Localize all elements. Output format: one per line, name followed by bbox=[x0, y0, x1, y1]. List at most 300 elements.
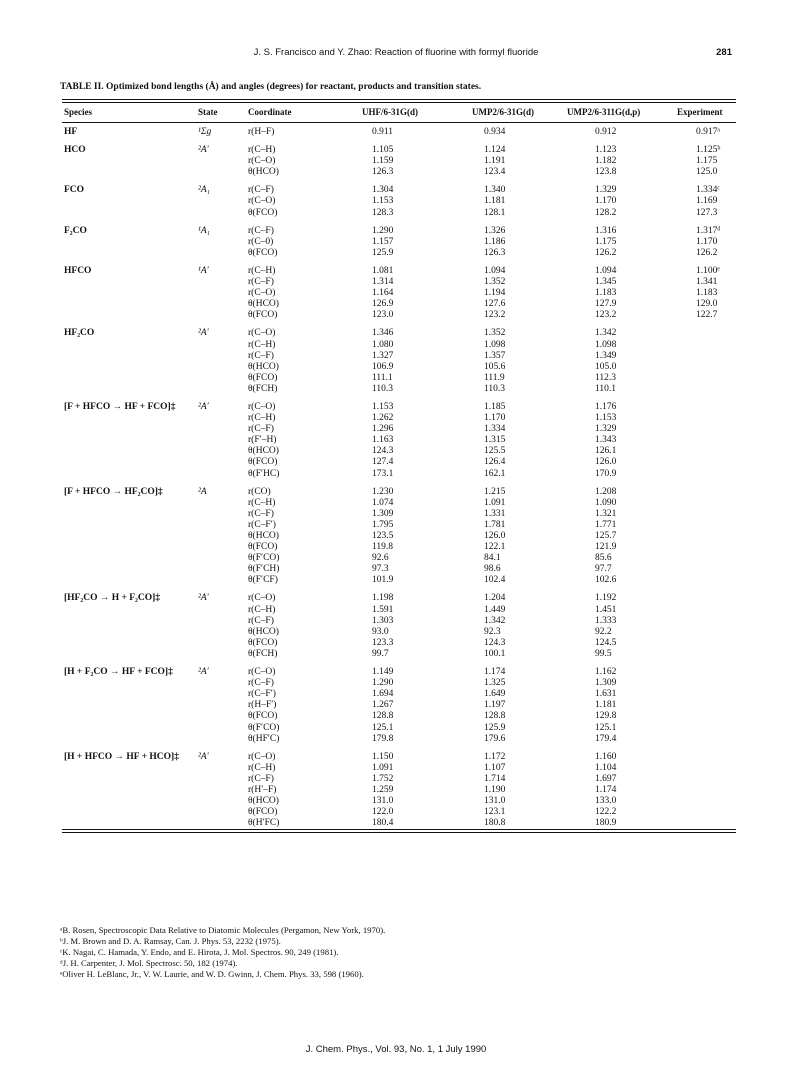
ump2-value-cell: 1.107 bbox=[484, 762, 506, 773]
table-row bbox=[62, 723, 736, 734]
ump2-311-value-cell: 179.4 bbox=[595, 733, 617, 744]
table-row bbox=[62, 711, 736, 722]
bond-length-table bbox=[62, 99, 736, 833]
coordinate-cell: θ(FCH) bbox=[248, 648, 278, 659]
uhf-value-cell: 126.9 bbox=[372, 299, 394, 310]
uhf-value-cell: 1.153 bbox=[372, 196, 394, 207]
coordinate-cell: θ(F′CF) bbox=[248, 575, 278, 586]
table-row bbox=[62, 689, 736, 700]
species-cell: [F + HFCO → HF + FCO]‡ bbox=[64, 401, 176, 412]
table-row bbox=[62, 413, 736, 424]
table-row bbox=[62, 575, 736, 586]
uhf-value-cell: 1.303 bbox=[372, 615, 394, 626]
table-row bbox=[62, 288, 736, 299]
coordinate-cell: r(F′–H) bbox=[248, 435, 277, 446]
ump2-311-value-cell: 180.9 bbox=[595, 818, 617, 829]
ump2-value-cell: 1.170 bbox=[484, 413, 506, 424]
ump2-311-value-cell: 0.912 bbox=[595, 127, 617, 137]
coordinate-cell: θ(FCO) bbox=[248, 637, 278, 648]
species-cell: HF₂CO bbox=[64, 328, 95, 339]
experiment-value-cell: 0.917ᵃ bbox=[696, 127, 720, 137]
ump2-311-value-cell: 1.153 bbox=[595, 413, 617, 424]
coordinate-cell: θ(FCO) bbox=[248, 372, 278, 383]
state-cell: ¹A′ bbox=[198, 265, 209, 276]
coordinate-cell: θ(F′HC) bbox=[248, 468, 280, 479]
table-row bbox=[62, 553, 736, 564]
table-row bbox=[62, 763, 736, 774]
ump2-value-cell: 1.334 bbox=[484, 424, 506, 435]
coordinate-cell: θ(HCO) bbox=[248, 361, 279, 372]
coordinate-cell: r(C–F) bbox=[248, 615, 274, 626]
uhf-value-cell: 97.3 bbox=[372, 564, 389, 575]
ump2-value-cell: 1.357 bbox=[484, 350, 506, 361]
uhf-value-cell: 125.9 bbox=[372, 247, 394, 258]
coordinate-cell: θ(FCO) bbox=[248, 207, 278, 218]
table-row bbox=[62, 248, 736, 259]
species-cell: HF bbox=[64, 127, 78, 137]
ump2-311-value-cell: 126.1 bbox=[595, 446, 617, 457]
coordinate-cell: r(C–H) bbox=[248, 762, 276, 773]
table-row bbox=[62, 226, 736, 237]
footnote-e: ᵉOliver H. LeBlanc, Jr., V. W. Laurie, and W. D. Gwinn, J. Chem. Phys. 33, 598 (1960). bbox=[60, 969, 364, 979]
table-row bbox=[62, 627, 736, 638]
table-row bbox=[62, 667, 736, 678]
table-row bbox=[62, 700, 736, 711]
uhf-value-cell: 1.795 bbox=[372, 519, 394, 530]
ump2-value-cell: 123.4 bbox=[484, 167, 506, 178]
table-body bbox=[62, 123, 736, 829]
ump2-value-cell: 126.0 bbox=[484, 531, 506, 541]
species-cell: [HF₂CO → H + F₂CO]‡ bbox=[64, 593, 161, 604]
ump2-311-value-cell: 1.349 bbox=[595, 350, 617, 361]
uhf-value-cell: 1.198 bbox=[372, 593, 394, 604]
species-group bbox=[62, 145, 736, 178]
table-row bbox=[62, 362, 736, 373]
ump2-311-value-cell: 1.343 bbox=[595, 435, 617, 446]
ump2-311-value-cell: 102.6 bbox=[595, 575, 617, 586]
experiment-value-cell: 1.170 bbox=[696, 236, 718, 247]
ump2-311-value-cell: 1.090 bbox=[595, 497, 617, 508]
ump2-value-cell: 180.8 bbox=[484, 818, 506, 829]
coordinate-cell: r(C–F′) bbox=[248, 519, 276, 530]
ump2-311-value-cell: 1.329 bbox=[595, 185, 617, 196]
coordinate-cell: θ(HCO) bbox=[248, 446, 279, 457]
ump2-311-value-cell: 126.0 bbox=[595, 457, 617, 468]
ump2-311-value-cell: 1.170 bbox=[595, 196, 617, 207]
uhf-value-cell: 1.314 bbox=[372, 277, 394, 288]
state-cell: ¹Σg bbox=[198, 127, 212, 137]
ump2-311-value-cell: 97.7 bbox=[595, 564, 612, 575]
ump2-value-cell: 1.185 bbox=[484, 401, 506, 412]
coordinate-cell: θ(H′FC) bbox=[248, 818, 280, 829]
species-cell: F₂CO bbox=[64, 225, 87, 236]
table-row bbox=[62, 299, 736, 310]
table-row bbox=[62, 564, 736, 575]
ump2-311-value-cell: 121.9 bbox=[595, 542, 617, 553]
table-row bbox=[62, 638, 736, 649]
table-row bbox=[62, 542, 736, 553]
ump2-311-value-cell: 105.0 bbox=[595, 361, 617, 372]
uhf-value-cell: 1.074 bbox=[372, 497, 394, 508]
table-caption: TABLE II. Optimized bond lengths (Å) and angles (degrees) for reactant, products and transition states. bbox=[60, 82, 482, 92]
coordinate-cell: r(H–F′) bbox=[248, 700, 277, 711]
table-row bbox=[62, 807, 736, 818]
uhf-value-cell: 93.0 bbox=[372, 626, 389, 637]
ump2-value-cell: 0.934 bbox=[484, 127, 506, 137]
ump2-value-cell: 123.2 bbox=[484, 310, 506, 321]
coordinate-cell: r(C–H) bbox=[248, 413, 276, 424]
ump2-311-value-cell: 1.321 bbox=[595, 508, 617, 519]
species-group bbox=[62, 752, 736, 830]
state-cell: ²A′ bbox=[198, 145, 209, 156]
coordinate-cell: r(C–O) bbox=[248, 401, 276, 412]
uhf-value-cell: 127.4 bbox=[372, 457, 394, 468]
coordinate-cell: θ(FCO) bbox=[248, 542, 278, 553]
coordinate-cell: θ(FCO) bbox=[248, 310, 278, 321]
experiment-value-cell: 1.341 bbox=[696, 277, 718, 288]
ump2-value-cell: 1.714 bbox=[484, 773, 506, 784]
coordinate-cell: r(C–O) bbox=[248, 156, 276, 167]
coordinate-cell: θ(HCO) bbox=[248, 531, 279, 541]
ump2-311-value-cell: 92.2 bbox=[595, 626, 612, 637]
ump2-value-cell: 105.6 bbox=[484, 361, 506, 372]
ump2-311-value-cell: 1.192 bbox=[595, 593, 617, 604]
coordinate-cell: θ(HCO) bbox=[248, 626, 279, 637]
ump2-311-value-cell: 112.3 bbox=[595, 372, 617, 383]
experiment-value-cell: 125.0 bbox=[696, 167, 718, 178]
coordinate-cell: r(C–F) bbox=[248, 277, 274, 288]
coordinate-cell: r(C–F) bbox=[248, 424, 274, 435]
experiment-value-cell: 129.0 bbox=[696, 299, 718, 310]
coordinate-cell: θ(F′CO) bbox=[248, 553, 280, 564]
ump2-value-cell: 1.649 bbox=[484, 689, 506, 700]
species-cell: [H + F₂CO → HF + FCO]‡ bbox=[64, 667, 173, 678]
species-cell: HFCO bbox=[64, 265, 92, 276]
ump2-value-cell: 111.9 bbox=[484, 372, 505, 383]
experiment-value-cell: 1.100ᵉ bbox=[696, 265, 720, 276]
ump2-311-value-cell: 1.631 bbox=[595, 689, 617, 700]
table-row bbox=[62, 196, 736, 207]
uhf-value-cell: 1.262 bbox=[372, 413, 394, 424]
table-row bbox=[62, 649, 736, 660]
ump2-311-value-cell: 1.329 bbox=[595, 424, 617, 435]
uhf-value-cell: 122.0 bbox=[372, 807, 394, 818]
uhf-value-cell: 1.164 bbox=[372, 288, 394, 299]
table-footnotes bbox=[60, 925, 740, 980]
running-head bbox=[0, 47, 792, 61]
table-row bbox=[62, 593, 736, 604]
ump2-311-value-cell: 1.451 bbox=[595, 604, 617, 615]
column-header-state: State bbox=[198, 107, 218, 117]
species-group bbox=[62, 328, 736, 395]
ump2-311-value-cell: 123.8 bbox=[595, 167, 617, 178]
ump2-value-cell: 92.3 bbox=[484, 626, 501, 637]
uhf-value-cell: 1.591 bbox=[372, 604, 394, 615]
table-row bbox=[62, 616, 736, 627]
table-row bbox=[62, 328, 736, 339]
uhf-value-cell: 1.694 bbox=[372, 689, 394, 700]
coordinate-cell: r(H–F) bbox=[248, 127, 275, 137]
uhf-value-cell: 101.9 bbox=[372, 575, 394, 586]
ump2-value-cell: 1.215 bbox=[484, 486, 506, 497]
table-row bbox=[62, 266, 736, 277]
ump2-value-cell: 98.6 bbox=[484, 564, 501, 575]
coordinate-cell: r(C–O) bbox=[248, 751, 276, 762]
ump2-value-cell: 1.098 bbox=[484, 339, 506, 350]
coordinate-cell: r(C–F) bbox=[248, 773, 274, 784]
table-row bbox=[62, 520, 736, 531]
ump2-value-cell: 128.1 bbox=[484, 207, 506, 218]
uhf-value-cell: 106.9 bbox=[372, 361, 394, 372]
ump2-value-cell: 1.091 bbox=[484, 497, 506, 508]
ump2-value-cell: 102.4 bbox=[484, 575, 506, 586]
uhf-value-cell: 131.0 bbox=[372, 796, 394, 807]
coordinate-cell: r(C–F) bbox=[248, 225, 274, 236]
ump2-value-cell: 125.9 bbox=[484, 722, 506, 733]
experiment-value-cell: 126.2 bbox=[696, 247, 718, 258]
coordinate-cell: r(C–H) bbox=[248, 145, 276, 156]
ump2-311-value-cell: 128.2 bbox=[595, 207, 617, 218]
ump2-311-value-cell: 1.098 bbox=[595, 339, 617, 350]
coordinate-cell: θ(F′CO) bbox=[248, 722, 280, 733]
coordinate-cell: r(C–O) bbox=[248, 328, 276, 339]
ump2-311-value-cell: 1.176 bbox=[595, 401, 617, 412]
species-cell: [H + HFCO → HF + HCO]‡ bbox=[64, 751, 179, 762]
coordinate-cell: θ(HCO) bbox=[248, 796, 279, 807]
ump2-311-value-cell: 110.1 bbox=[595, 383, 617, 394]
ump2-value-cell: 1.342 bbox=[484, 615, 506, 626]
ump2-311-value-cell: 127.9 bbox=[595, 299, 617, 310]
ump2-value-cell: 1.124 bbox=[484, 145, 506, 156]
ump2-value-cell: 127.6 bbox=[484, 299, 506, 310]
table-row bbox=[62, 774, 736, 785]
ump2-value-cell: 1.197 bbox=[484, 700, 506, 711]
table-row bbox=[62, 509, 736, 520]
column-header-species: Species bbox=[64, 107, 92, 117]
ump2-311-value-cell: 125.1 bbox=[595, 722, 617, 733]
ump2-value-cell: 162.1 bbox=[484, 468, 506, 479]
coordinate-cell: r(C–O) bbox=[248, 196, 276, 207]
coordinate-cell: θ(FCO) bbox=[248, 807, 278, 818]
table-row bbox=[62, 785, 736, 796]
coordinate-cell: θ(FCO) bbox=[248, 711, 278, 722]
ump2-value-cell: 128.8 bbox=[484, 711, 506, 722]
uhf-value-cell: 1.081 bbox=[372, 265, 394, 276]
coordinate-cell: θ(HF′C) bbox=[248, 733, 280, 744]
ump2-311-value-cell: 1.160 bbox=[595, 751, 617, 762]
uhf-value-cell: 1.296 bbox=[372, 424, 394, 435]
ump2-311-value-cell: 1.183 bbox=[595, 288, 617, 299]
ump2-311-value-cell: 1.104 bbox=[595, 762, 617, 773]
coordinate-cell: θ(FCO) bbox=[248, 457, 278, 468]
ump2-311-value-cell: 1.333 bbox=[595, 615, 617, 626]
ump2-value-cell: 1.352 bbox=[484, 328, 506, 339]
coordinate-cell: r(C–F′) bbox=[248, 689, 276, 700]
uhf-value-cell: 110.3 bbox=[372, 383, 394, 394]
uhf-value-cell: 1.153 bbox=[372, 401, 394, 412]
uhf-value-cell: 124.3 bbox=[372, 446, 394, 457]
table-header-row bbox=[62, 103, 736, 122]
experiment-value-cell: 127.3 bbox=[696, 207, 718, 218]
coordinate-cell: r(C–O) bbox=[248, 593, 276, 604]
ump2-value-cell: 1.190 bbox=[484, 784, 506, 795]
ump2-value-cell: 1.186 bbox=[484, 236, 506, 247]
uhf-value-cell: 1.091 bbox=[372, 762, 394, 773]
column-header-uhf: UHF/6-31G(d) bbox=[362, 107, 418, 117]
uhf-value-cell: 0.911 bbox=[372, 127, 394, 137]
uhf-value-cell: 1.346 bbox=[372, 328, 394, 339]
uhf-value-cell: 1.290 bbox=[372, 678, 394, 689]
table-row bbox=[62, 351, 736, 362]
coordinate-cell: r(C–F) bbox=[248, 350, 274, 361]
species-group bbox=[62, 226, 736, 259]
table-row bbox=[62, 818, 736, 829]
table-row bbox=[62, 498, 736, 509]
ump2-311-value-cell: 170.9 bbox=[595, 468, 617, 479]
table-row bbox=[62, 185, 736, 196]
species-cell: FCO bbox=[64, 185, 85, 196]
footnote-d: ᵈJ. H. Carpenter, J. Mol. Spectrosc. 50, 182 (1974). bbox=[60, 958, 238, 968]
ump2-311-value-cell: 1.345 bbox=[595, 277, 617, 288]
uhf-value-cell: 128.3 bbox=[372, 207, 394, 218]
table-row bbox=[62, 734, 736, 745]
state-cell: ²A′ bbox=[198, 751, 209, 762]
ump2-value-cell: 125.5 bbox=[484, 446, 506, 457]
ump2-311-value-cell: 1.309 bbox=[595, 678, 617, 689]
uhf-value-cell: 1.159 bbox=[372, 156, 394, 167]
species-group bbox=[62, 487, 736, 587]
table-row bbox=[62, 752, 736, 763]
coordinate-cell: r(C–0) bbox=[248, 236, 274, 247]
ump2-value-cell: 1.181 bbox=[484, 196, 506, 207]
table-row bbox=[62, 156, 736, 167]
coordinate-cell: θ(F′CH) bbox=[248, 564, 280, 575]
table-row bbox=[62, 145, 736, 156]
column-header-coordinate: Coordinate bbox=[248, 107, 292, 117]
ump2-value-cell: 126.3 bbox=[484, 247, 506, 258]
ump2-311-value-cell: 122.2 bbox=[595, 807, 617, 818]
coordinate-cell: r(C–O) bbox=[248, 667, 276, 678]
table-row bbox=[62, 435, 736, 446]
species-group bbox=[62, 127, 736, 138]
species-group bbox=[62, 185, 736, 218]
uhf-value-cell: 1.105 bbox=[372, 145, 394, 156]
uhf-value-cell: 92.6 bbox=[372, 553, 389, 564]
ump2-value-cell: 110.3 bbox=[484, 383, 506, 394]
coordinate-cell: r(C–F) bbox=[248, 508, 274, 519]
footnote-a: ᵃB. Rosen, Spectroscopic Data Relative to Diatomic Molecules (Pergamon, New York, 1970). bbox=[60, 925, 386, 935]
uhf-value-cell: 1.304 bbox=[372, 185, 394, 196]
state-cell: ¹A₁ bbox=[198, 225, 210, 236]
state-cell: ²A₁ bbox=[198, 185, 210, 196]
uhf-value-cell: 99.7 bbox=[372, 648, 389, 659]
uhf-value-cell: 179.8 bbox=[372, 733, 394, 744]
table-row bbox=[62, 340, 736, 351]
column-header-experiment: Experiment bbox=[677, 107, 723, 117]
experiment-value-cell: 122.7 bbox=[696, 310, 718, 321]
table-row bbox=[62, 605, 736, 616]
ump2-value-cell: 124.3 bbox=[484, 637, 506, 648]
uhf-value-cell: 1.157 bbox=[372, 236, 394, 247]
ump2-311-value-cell: 1.316 bbox=[595, 225, 617, 236]
running-foot: J. Chem. Phys., Vol. 93, No. 1, 1 July 1990 bbox=[305, 1044, 487, 1055]
coordinate-cell: r(C–H) bbox=[248, 497, 276, 508]
state-cell: ²A′ bbox=[198, 401, 209, 412]
experiment-value-cell: 1.317ᵈ bbox=[696, 225, 721, 236]
table-row bbox=[62, 531, 736, 542]
ump2-value-cell: 1.174 bbox=[484, 667, 506, 678]
coordinate-cell: θ(HCO) bbox=[248, 167, 279, 178]
uhf-value-cell: 1.290 bbox=[372, 225, 394, 236]
ump2-value-cell: 1.094 bbox=[484, 265, 506, 276]
table-row bbox=[62, 208, 736, 219]
ump2-value-cell: 179.6 bbox=[484, 733, 506, 744]
ump2-value-cell: 1.325 bbox=[484, 678, 506, 689]
uhf-value-cell: 1.267 bbox=[372, 700, 394, 711]
column-header-ump2: UMP2/6-31G(d) bbox=[472, 107, 534, 117]
table-row bbox=[62, 457, 736, 468]
coordinate-cell: r(H′–F) bbox=[248, 784, 277, 795]
uhf-value-cell: 1.327 bbox=[372, 350, 394, 361]
ump2-value-cell: 1.331 bbox=[484, 508, 506, 519]
uhf-value-cell: 123.5 bbox=[372, 531, 394, 541]
footnote-b: ᵇJ. M. Brown and D. A. Ramsay, Can. J. Phys. 53, 2232 (1975). bbox=[60, 936, 281, 946]
footnote-c: ᶜK. Nagai, C. Hamada, Y. Endo, and E. Hirota, J. Mol. Spectros. 90, 249 (1981). bbox=[60, 947, 339, 957]
uhf-value-cell: 1.259 bbox=[372, 784, 394, 795]
uhf-value-cell: 111.1 bbox=[372, 372, 393, 383]
species-group bbox=[62, 402, 736, 480]
ump2-311-value-cell: 1.771 bbox=[595, 519, 617, 530]
table-row bbox=[62, 446, 736, 457]
ump2-311-value-cell: 133.0 bbox=[595, 796, 617, 807]
ump2-value-cell: 1.326 bbox=[484, 225, 506, 236]
ump2-value-cell: 126.4 bbox=[484, 457, 506, 468]
state-cell: ²A′ bbox=[198, 667, 209, 678]
column-header-ump2-311: UMP2/6-311G(d,p) bbox=[567, 107, 641, 117]
uhf-value-cell: 125.1 bbox=[372, 722, 394, 733]
experiment-value-cell: 1.169 bbox=[696, 196, 718, 207]
table-row bbox=[62, 678, 736, 689]
coordinate-cell: r(C–H) bbox=[248, 265, 276, 276]
table-row bbox=[62, 310, 736, 321]
species-group bbox=[62, 667, 736, 745]
state-cell: ²A′ bbox=[198, 328, 209, 339]
uhf-value-cell: 123.0 bbox=[372, 310, 394, 321]
ump2-311-value-cell: 85.6 bbox=[595, 553, 612, 564]
uhf-value-cell: 1.752 bbox=[372, 773, 394, 784]
coordinate-cell: θ(HCO) bbox=[248, 299, 279, 310]
ump2-311-value-cell: 123.2 bbox=[595, 310, 617, 321]
table-row bbox=[62, 384, 736, 395]
coordinate-cell: r(C–H) bbox=[248, 339, 276, 350]
uhf-value-cell: 1.163 bbox=[372, 435, 394, 446]
ump2-value-cell: 100.1 bbox=[484, 648, 506, 659]
experiment-value-cell: 1.183 bbox=[696, 288, 718, 299]
ump2-311-value-cell: 1.123 bbox=[595, 145, 617, 156]
species-group bbox=[62, 266, 736, 321]
page-number: 281 bbox=[716, 47, 732, 58]
ump2-value-cell: 1.449 bbox=[484, 604, 506, 615]
uhf-value-cell: 1.150 bbox=[372, 751, 394, 762]
ump2-311-value-cell: 99.5 bbox=[595, 648, 612, 659]
ump2-311-value-cell: 1.182 bbox=[595, 156, 617, 167]
ump2-311-value-cell: 1.342 bbox=[595, 328, 617, 339]
table-row bbox=[62, 237, 736, 248]
uhf-value-cell: 173.1 bbox=[372, 468, 394, 479]
ump2-value-cell: 1.315 bbox=[484, 435, 506, 446]
uhf-value-cell: 128.8 bbox=[372, 711, 394, 722]
ump2-value-cell: 122.1 bbox=[484, 542, 506, 553]
